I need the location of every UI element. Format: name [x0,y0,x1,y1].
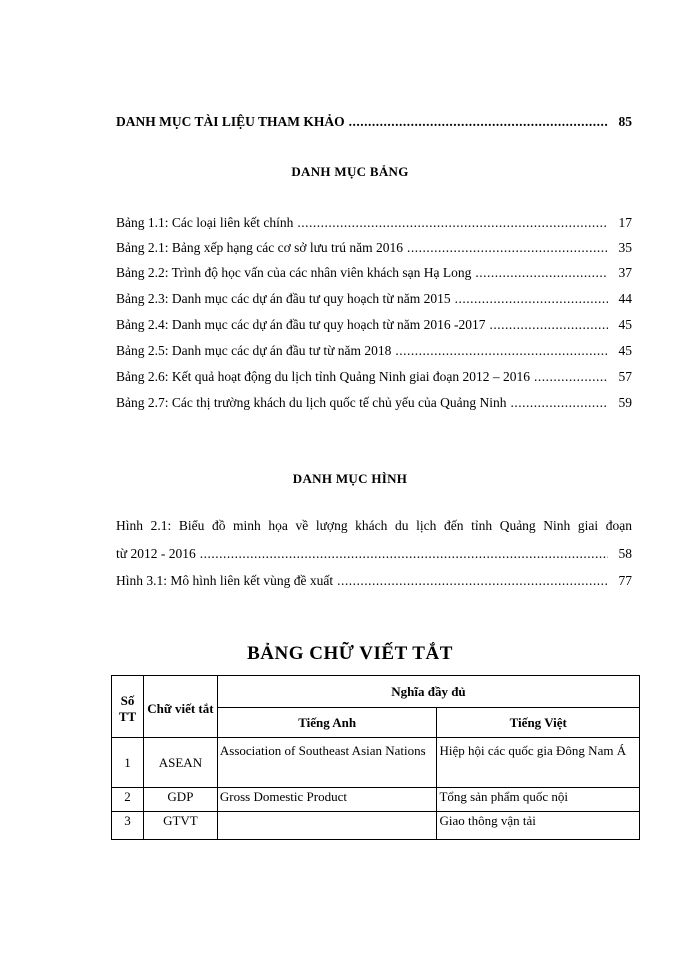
tables-list-heading: DANH MỤC BẢNG [291,164,409,179]
toc-entry-label: Bảng 1.1: Các loại liên kết chính [116,215,294,230]
row-vietnamese: Hiệp hội các quốc gia Đông Nam Á [437,738,640,788]
toc-entry-label: Bảng 2.5: Danh mục các dự án đầu tư từ năm 2018 [116,343,392,358]
toc-leader-dots [395,343,608,359]
row-abbr: ASEAN [143,738,217,788]
row-no: 2 [112,788,144,812]
row-abbr: GDP [143,788,217,812]
toc-table-entry[interactable] [116,343,632,359]
toc-entry-page: 45 [618,343,632,358]
toc-figure-entry-line2[interactable] [116,546,632,562]
toc-entry-page: 77 [618,573,632,588]
toc-entry-page: 57 [618,369,632,384]
header-vietnamese: Tiếng Việt [437,708,640,738]
header-no-label: Số TT [118,693,137,724]
table-row [112,812,640,840]
header-abbr-label: Chữ viết tắt [147,701,214,716]
toc-entry-page: 44 [618,291,632,306]
header-abbr [143,676,217,738]
row-vietnamese: Giao thông vận tải [437,812,640,840]
toc-entry-page: 85 [618,114,632,129]
row-no: 1 [112,738,144,788]
toc-table-entry[interactable] [116,215,632,231]
toc-table-entry[interactable] [116,317,632,333]
toc-leader-dots [200,546,608,562]
header-meaning: Nghĩa đầy đủ [217,676,639,708]
toc-entry-label: Bảng 2.6: Kết quả hoạt động du lịch tỉnh Quảng Ninh giai đoạn 2012 – 2016 [116,369,530,384]
toc-leader-dots [475,265,608,281]
abbreviations-table [111,675,640,840]
toc-entry-page: 17 [618,215,632,230]
table-row [112,788,640,812]
abbreviations-heading: BẢNG CHỮ VIẾT TẮT [247,643,453,664]
toc-entry-label: Bảng 2.1: Bảng xếp hạng các cơ sở lưu trú năm 2016 [116,240,404,255]
toc-leader-dots [297,215,608,231]
table-row [112,738,640,788]
toc-entry-label: Bảng 2.4: Danh mục các dự án đầu tư quy hoạch từ năm 2016 -2017 [116,317,486,332]
figures-list-heading: DANH MỤC HÌNH [292,471,408,486]
toc-entry-label: Hình 3.1: Mô hình liên kết vùng đề xuất [116,573,334,588]
toc-entry-label: Hình 2.1: Biểu đồ minh họa về lượng khách du lịch đến tỉnh Quảng Ninh giai đoạn [116,518,632,533]
row-english: Gross Domestic Product [217,788,437,812]
toc-leader-dots [511,395,609,411]
toc-leader-dots [534,369,608,385]
toc-figure-entry[interactable] [116,573,632,589]
toc-entry-page: 45 [618,317,632,332]
toc-table-entry[interactable] [116,291,632,307]
row-no: 3 [112,812,144,840]
toc-entry-references[interactable] [116,114,632,130]
header-english: Tiếng Anh [217,708,437,738]
header-no [112,676,144,738]
toc-entry-page: 58 [618,546,632,561]
toc-leader-dots [407,240,608,256]
toc-leader-dots [455,291,608,307]
toc-entry-page: 35 [618,240,632,255]
toc-entry-label: Bảng 2.3: Danh mục các dự án đầu tư quy hoạch từ năm 2015 [116,291,451,306]
toc-entry-label: Bảng 2.7: Các thị trường khách du lịch quốc tế chủ yếu của Quảng Ninh [116,395,507,410]
toc-table-entry[interactable] [116,369,632,385]
toc-entry-label: từ 2012 - 2016 [116,546,196,561]
toc-entry-label: DANH MỤC TÀI LIỆU THAM KHẢO [116,114,345,129]
toc-table-entry[interactable] [116,240,632,256]
row-vietnamese: Tổng sản phẩm quốc nội [437,788,640,812]
toc-leader-dots [337,573,608,589]
toc-figure-entry-line1[interactable] [116,518,632,534]
toc-entry-page: 59 [618,395,632,410]
toc-leader-dots [490,317,609,333]
toc-entry-label: Bảng 2.2: Trình độ học vấn của các nhân viên khách sạn Hạ Long [116,265,472,280]
row-english [217,812,437,840]
row-abbr: GTVT [143,812,217,840]
toc-leader-dots [349,114,608,130]
toc-table-entry[interactable] [116,265,632,281]
toc-entry-page: 37 [618,265,632,280]
row-english: Association of Southeast Asian Nations [217,738,437,788]
toc-table-entry[interactable] [116,395,632,411]
